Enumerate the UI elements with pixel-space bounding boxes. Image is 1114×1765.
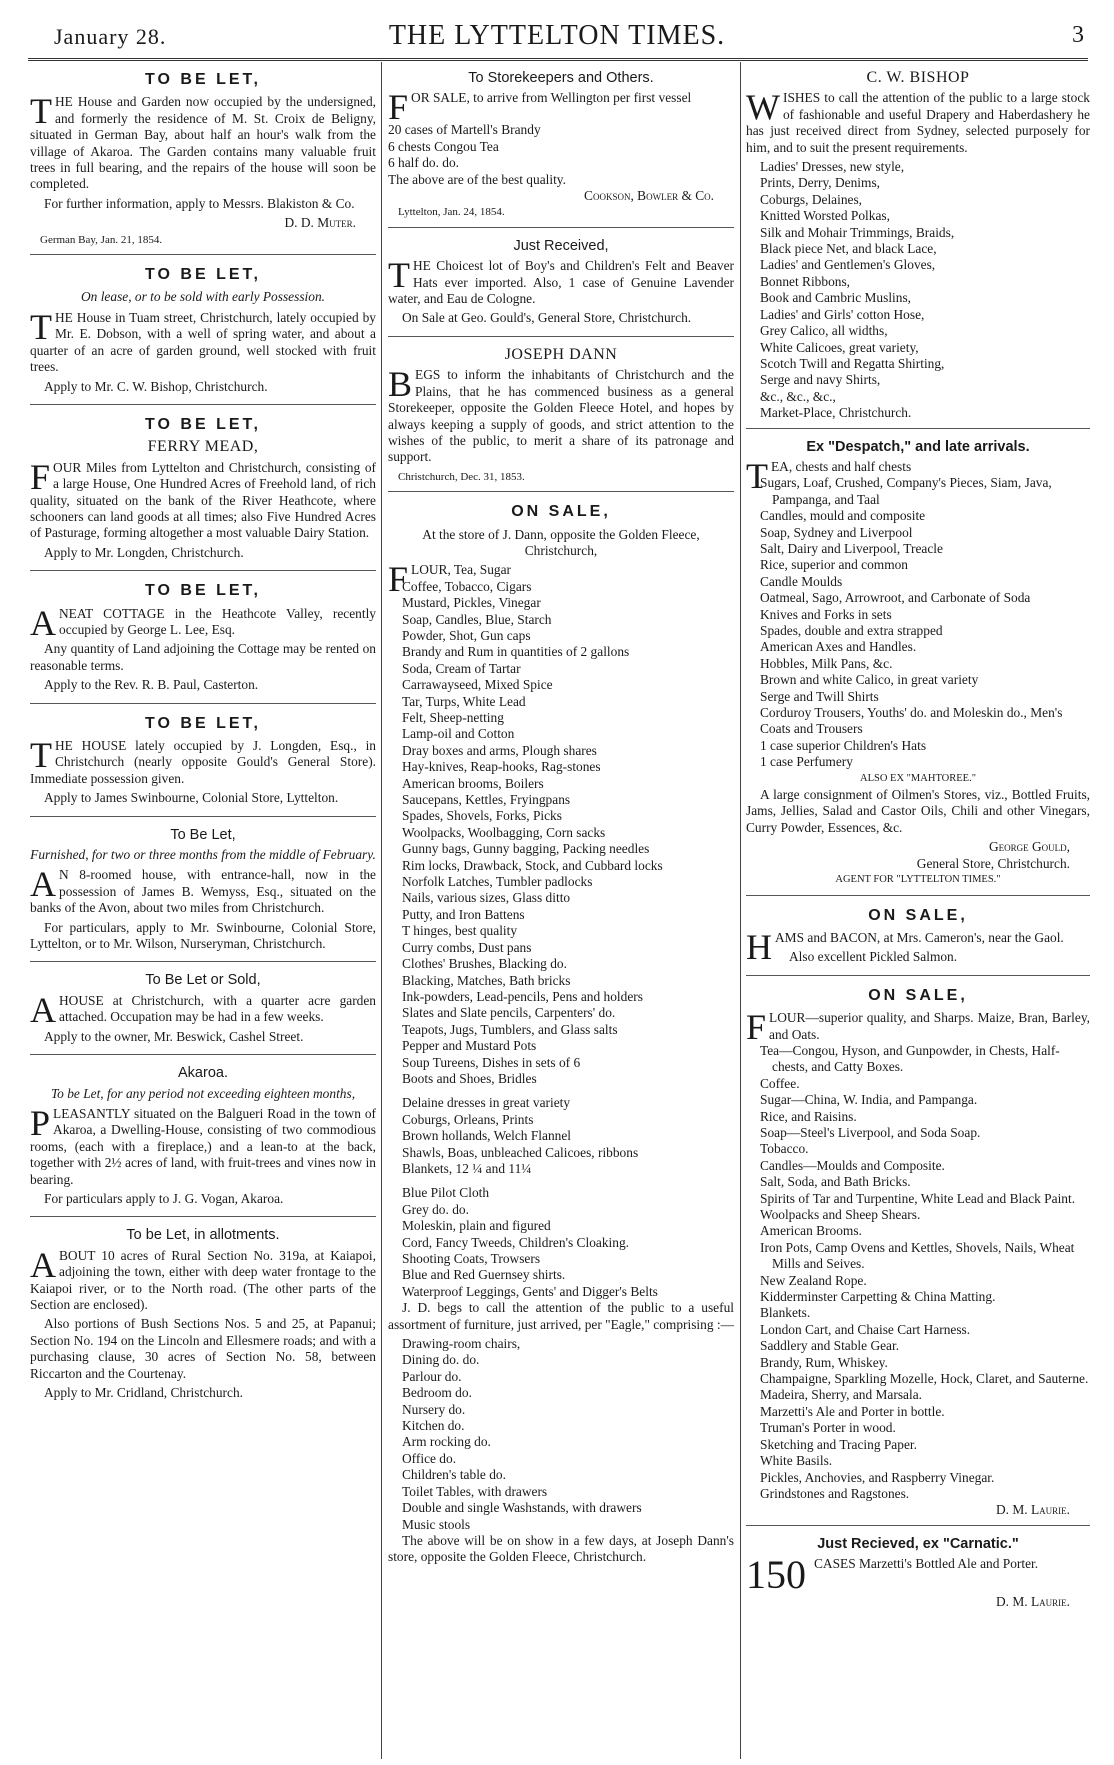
ad-apply: For further information, apply to Messrs. Blakiston & Co. [44,195,355,211]
list-item: Norfolk Latches, Tumbler padlocks [402,874,593,890]
list-item: American Axes and Handles. [760,639,917,655]
list-item: Children's table do. [402,1467,506,1483]
list-item: Office do. [402,1450,457,1466]
newspaper-title: THE LYTTELTON TIMES. [388,20,726,51]
ad-heading: Just Recieved, ex "Carnatic." [817,1535,1019,1552]
list-item: Sugar—China, W. India, and Pampanga. [760,1092,978,1108]
list-item: Powder, Shot, Gun caps [402,627,531,643]
ad-paragraph [30,1102,376,1188]
drop-cap: F [388,559,409,600]
list-item: Silk and Mohair Trimmings, Braids, [760,224,955,240]
list-item: Dining do. do. [402,1352,480,1368]
list-item: Shawls, Boas, unbleached Calicoes, ribbons [402,1144,639,1160]
ad-paragraph [30,456,376,542]
ad-apply: Apply to Mr. C. W. Bishop, Christchurch. [44,378,268,394]
ad-body: HOUSE at Christchurch, with a quarter acre garden attached. Occupation may be had in a few weeks. [59,992,376,1025]
ad-heading: TO BE LET, [145,714,261,732]
list-item: Toilet Tables, with drawers [402,1483,548,1499]
ad-intro: At the store of J. Dann, opposite the Golden Fleece, Christchurch, [422,526,700,558]
ad-hams [746,902,1090,976]
list-item: Candles—Moulds and Composite. [760,1157,945,1173]
list-item: Soap, Candles, Blue, Starch [402,611,552,627]
list-item: Prints, Derry, Denims, [760,175,881,191]
list-item: Woolpacks, Woolbagging, Corn sacks [402,824,606,840]
list-item: Cord, Fancy Tweeds, Children's Cloaking. [402,1234,629,1250]
oilmen-stores: A large consignment of Oilmen's Stores, viz., Bottled Fruits, Jams, Jellies, Salad and Castor Oils, Chili and other Vinegars, Curry Powder, Essences, &c. [746,787,1090,835]
list-item: Mustard, Pickles, Vinegar [402,595,541,611]
list-item: Coburgs, Orleans, Prints [402,1111,534,1127]
list-item: Slates and Slate pencils, Carpenters' do. [402,1005,616,1021]
list-item: Knitted Worsted Polkas, [760,208,890,224]
list-item: Blankets. [760,1305,811,1321]
list-item: Saucepans, Kettles, Fryingpans [402,792,571,808]
ad-apply: On Sale at Geo. Gould's, General Store, Christchurch. [402,310,692,326]
list-item: Coburgs, Delaines, [760,191,863,207]
ad-extra: Also excellent Pickled Salmon. [789,949,958,965]
list-item: Gunny bags, Gunny bagging, Packing needles [402,841,650,857]
ad-paragraph [30,1244,376,1314]
ad-body: HE Choicest lot of Boy's and Children's Felt and Beaver Hats ever imported. Also, 1 case of Genuine Lavender water, and Eau de Cologne. [388,258,734,307]
drop-cap: T [30,306,52,347]
list-item: New Zealand Rope. [760,1272,867,1288]
drop-cap: A [30,989,56,1030]
ad-heading: To Be Let or Sold, [145,972,261,989]
ad-to-let [30,411,376,571]
list-item: Tar, Turps, White Lead [402,693,526,709]
ad-paragraph [30,91,376,192]
ad-body: LEASANTLY situated on the Balgueri Road in the town of Akaroa, a Dwelling-House, consisting of two commodious rooms, (each with a fireplace,) and a lean-to at the back, together with 2½ acres of land, with fruit-trees and vines now in bearing. [30,1105,376,1187]
list-item: Grey do. do. [402,1201,469,1217]
ad-heading: TO BE LET, [145,266,261,284]
ad-paragraph [30,735,376,787]
ad-signature: Cookson, Bowler & Co. [584,188,714,204]
ad-to-let [30,710,376,817]
ad-subheading: FERRY MEAD, [147,438,259,456]
list-item: Book and Cambric Muslins, [760,290,912,306]
list-item: Saddlery and Stable Gear. [760,1338,900,1354]
list-item: Woolpacks and Sheep Shears. [760,1207,921,1222]
ad-body: OUR Miles from Lyttelton and Christchurch, consisting of a large House, One Hundred Acres of Freehold land, of rich quality, situated on the bank of the River Heathcote, where schooners can land goods at all times; also Five Hundred Acres of Pasturage, forming altogether a most valuable Dairy Station. [30,459,376,541]
drop-cap: P [30,1102,51,1143]
list-item: 1 case Perfumery [760,754,853,770]
ad-heading: Just Received, [513,237,609,254]
list-item: Rice, and Raisins. [760,1108,857,1124]
list-item: Double and single Washstands, with drawers [402,1500,642,1516]
list-item: American Brooms. [760,1223,862,1239]
list-item: Truman's Porter in wood. [760,1420,896,1436]
ad-heading: To be Let, in allotments. [126,1227,280,1244]
drop-cap: H [746,926,772,967]
list-item: Soup Tureens, Dishes in sets of 6 [402,1054,581,1070]
list-item: Sketching and Tracing Paper. [760,1436,917,1452]
drop-cap: A [30,602,56,643]
furniture-intro: J. D. begs to call the attention of the public to a useful assortment of furniture, just arrived, per "Eagle," comprising :— [388,1300,734,1332]
ad-body: HE House in Tuam street, Christchurch, lately occupied by Mr. E. Dobson, with a well of spring water, and about a quarter of an acre of garden ground, well stocked with fruit trees. [30,309,376,375]
list-item: White Basils. [760,1453,833,1469]
list-item: Scotch Twill and Regatta Shirting, [760,355,945,371]
drop-cap: F [746,1007,767,1048]
list-item: Nails, various sizes, Glass ditto [402,890,571,906]
list-item: Spirits of Tar and Turpentine, White Lead and Black Paint. [760,1190,1076,1206]
ad-signature: D. M. Laurie. [996,1502,1070,1518]
drop-cap: W [746,87,780,128]
also-ex: ALSO EX "MAHTOREE." [859,772,976,784]
ad-apply: Apply to James Swinbourne, Colonial Store, Lyttelton. [44,790,339,806]
list-item: Soap, Sydney and Liverpool [760,524,913,540]
list-item: Spades, double and extra strapped [760,623,943,638]
list-item: 20 cases of Martell's Brandy [388,122,541,138]
ad-body: EGS to inform the inhabitants of Christchurch and the Plains, that he has commenced business as a general Storekeeper, opposite the Golden Fleece Hotel, and hopes by always keeping a supply of goods, and strict attention to the wishes of the public, to merit a share of its patronage and support. [388,367,734,465]
list-item: Pepper and Mustard Pots [402,1038,537,1054]
list-item: Curry combs, Dust pans [402,939,532,955]
list-item: Putty, and Iron Battens [402,906,525,922]
list-item: Rice, superior and common [760,557,909,573]
list-item: Shooting Coats, Trowsers [402,1251,541,1266]
list-item: Corduroy Trousers, Youths' do. and Moleskin do., Men's [760,705,1063,721]
list-item: Blankets, 12 ¼ and 11¼ [402,1160,532,1176]
quantity-number: 150 [746,1552,806,1598]
ad-heading: TO BE LET, [145,71,261,88]
ad-heading: ON SALE, [868,906,968,924]
list-item: Knives and Forks in sets [760,606,892,622]
list-item: Drawing-room chairs, [402,1336,521,1352]
ad-to-let [30,1061,376,1217]
list-item: Soda, Cream of Tartar [402,660,521,676]
list-item: Candle Moulds [760,573,843,589]
ad-to-let [30,823,376,963]
list-item: Ink-powders, Lead-pencils, Pens and holders [402,988,643,1004]
ad-heading: ON SALE, [511,503,611,521]
list-item: Lamp-oil and Cotton [402,726,515,742]
list-first: LOUR, Tea, Sugar [411,562,512,578]
ad-body: OR SALE, to arrive from Wellington per first vessel [411,90,692,106]
list-item: Brown hollands, Welch Flannel [402,1128,572,1144]
ad-subtitle: On lease, or to be sold with early Possession. [81,289,325,305]
list-item: Marzetti's Ale and Porter in bottle. [760,1403,945,1419]
ad-to-let [30,577,376,703]
list-item: Brown and white Calico, in great variety [760,672,979,688]
ad-to-let [30,1223,376,1410]
ad-joseph-dann [388,343,734,492]
ad-signature: George Gould, [988,839,1070,855]
list-item: Dray boxes and arms, Plough shares [402,742,597,758]
drop-cap: A [30,864,56,905]
list-item: Coffee. [760,1075,800,1091]
list-item: Black piece Net, and black Lace, [760,241,937,257]
ad-paragraph [30,306,376,376]
ad-body: HE House and Garden now occupied by the undersigned, and formerly the residence of M. St. Croix de Beligny, situated in German Bay, about half an hour's walk from the village of Akaroa. The Garden contains many valuable fruit trees in full bearing, and the repairs of the house will soon be completed. [30,94,376,192]
ad-paragraph [30,864,376,916]
ad-on-sale-dann [388,498,734,1575]
list-item: Music stools [402,1516,471,1532]
ad-laurie [746,982,1090,1526]
ad-heading: C. W. BISHOP [866,69,970,86]
list-item: Delaine dresses in great variety [402,1095,571,1111]
list-item: Salt, Soda, and Bath Bricks. [760,1174,911,1190]
page-number: 3 [1072,22,1084,48]
list-item: Pickles, Anchovies, and Raspberry Vinegar. [760,1469,995,1485]
ad-carnatic [746,1532,1090,1617]
list-item: Coffee, Tobacco, Cigars [402,578,532,594]
drop-cap: F [388,87,409,128]
list-item: Hay-knives, Reap-hooks, Rag-stones [402,759,601,775]
ad-signature: D. M. Laurie. [996,1594,1070,1610]
list-item: Bedroom do. [402,1385,472,1401]
drop-cap: T [30,735,52,775]
list-item: Sugars, Loaf, Crushed, Company's Pieces, Siam, Java, Pampanga, and Taal [760,475,1052,507]
ad-heading: TO BE LET, [145,582,261,600]
list-item: Oatmeal, Sago, Arrowroot, and Carbonate of Soda [760,590,1031,606]
list-first: LOUR—superior quality, and Sharps. Maize, Bran, Barley, and Oats. [769,1010,1090,1042]
list-item: Blue Pilot Cloth [402,1185,490,1201]
list-item: Madeira, Sherry, and Marsala. [760,1387,922,1403]
ad-subtitle: To be Let, for any period not exceeding eighteen months, [50,1085,356,1101]
ad-just-received [388,234,734,337]
list-item: Boots and Shoes, Bridles [402,1070,537,1086]
list-item: Carrawayseed, Mixed Spice [402,677,553,693]
ad-signature: D. D. Muter. [284,215,356,231]
ad-body: N 8-roomed house, with entrance-hall, now in the possession of James B. Wemyss, Esq., situated on the banks of the Avon, about two miles from Christchurch. [30,867,376,916]
ad-apply: Apply to the Rev. R. B. Paul, Casterton. [44,677,259,693]
list-item: Ladies' Dresses, new style, [760,159,905,175]
list-item: T hinges, best quality [402,923,518,939]
list-item: 6 half do. do. [388,155,460,171]
list-item: Hobbles, Milk Pans, &c. [760,655,893,671]
list-item: White Calicoes, great variety, [760,339,919,355]
list-item: 6 chests Congou Tea [388,138,499,154]
ad-closing: The above will be on show in a few days, at Joseph Dann's store, opposite the Golden Fleece, Christchurch. [388,1532,734,1565]
list-item: Brandy, Rum, Whiskey. [760,1354,888,1370]
ad-bishop [746,66,1090,429]
list-item: Blacking, Matches, Bath bricks [402,972,571,988]
list-item: Tea—Congou, Hyson, and Gunpowder, in Chests, Half-chests, and Catty Boxes. [760,1042,1060,1075]
ad-storekeepers [388,66,734,228]
ad-to-let [30,968,376,1055]
ad-apply: Apply to the owner, Mr. Beswick, Cashel Street. [44,1028,304,1044]
ad-heading: ON SALE, [868,986,968,1004]
list-item: 1 case superior Children's Hats [760,737,927,753]
column-3 [746,66,1090,1757]
column-2 [388,66,734,1757]
list-item: Coats and Trousers [760,721,863,737]
list-item: Serge and Twill Shirts [760,688,879,704]
list-item: Kidderminster Carpetting & China Matting. [760,1289,996,1305]
ad-despatch [746,435,1090,896]
ad-heading: To Be Let, [170,826,236,843]
list-item: Grindstones and Ragstones. [760,1485,910,1501]
ad-heading: TO BE LET, [145,415,261,433]
list-item: Bonnet Ribbons, [760,273,851,289]
ad-body: AMS and BACON, at Mrs. Cameron's, near the Gaol. [775,929,1064,945]
list-item: Ladies' and Girls' cotton Hose, [760,306,925,322]
ad-apply: Apply to Mr. Cridland, Christchurch. [44,1385,243,1400]
agent-note: AGENT FOR "LYTTELTON TIMES." [835,874,1001,886]
list-item: &c., &c., &c., [760,388,836,404]
list-item: Serge and navy Shirts, [760,372,881,388]
ad-body: CASES Marzetti's Bottled Ale and Porter. [814,1556,1039,1572]
ad-to-let [30,261,376,405]
ad-apply: Apply to Mr. Longden, Christchurch. [44,544,244,560]
list-item: Tobacco. [760,1141,809,1157]
list-item: Waterproof Leggings, Gents' and Digger's Belts [402,1283,658,1299]
ad-apply: For particulars, apply to Mr. Swinbourne, Colonial Store, Lyttelton, or to Mr. Wilson, Nurseryman, Christchurch. [30,919,376,952]
list-item: Teapots, Jugs, Tumblers, and Glass salts [402,1021,618,1037]
list-item: Nursery do. [402,1401,466,1417]
ad-dateline: Lyttelton, Jan. 24, 1854. [398,206,505,219]
list-item: Candles, mould and composite [760,508,926,524]
list-item: The above are of the best quality. [388,171,566,187]
drop-cap: F [30,456,51,497]
drop-cap: A [30,1244,56,1285]
ad-body: NEAT COTTAGE in the Heathcote Valley, recently occupied by George L. Lee, Esq. [59,605,376,637]
column-divider [740,62,741,1759]
ad-to-let [30,66,376,255]
issue-date: January 28. [54,24,167,49]
drop-cap: T [388,255,410,296]
ad-extra: Also portions of Bush Sections Nos. 5 and 25, at Papanui; Section No. 194 on the Lincoln and Ellesmere roads; and with a purchasing clause, 30 acres of Section No. 58, between Riccarton and the Courtenay. [30,1316,376,1381]
column-divider [381,62,382,1759]
list-item: Rim locks, Drawback, Stock, and Cubbard locks [402,857,663,873]
list-item: Soap—Steel's Liverpool, and Soda Soap. [760,1124,981,1140]
list-item: Market-Place, Christchurch. [760,405,912,421]
ad-heading: JOSEPH DANN [504,345,618,363]
drop-cap: T [30,91,52,132]
ad-body: BOUT 10 acres of Rural Section No. 319a, at Kaiapoi, adjoining the town, either with deep water frontage to the Kaiapoi river, or to the North road. (The other parts of the Section are enclosed). [30,1247,376,1312]
list-item: Clothes' Brushes, Blacking do. [402,956,567,972]
list-item: Ladies' and Gentlemen's Gloves, [760,257,936,273]
list-item: Grey Calico, all widths, [760,323,888,339]
ad-heading: Akaroa. [178,1065,228,1082]
ad-apply: For particulars apply to J. G. Vogan, Akaroa. [44,1190,284,1206]
list-item: Iron Pots, Camp Ovens and Kettles, Shovels, Nails, Wheat Mills and Seives. [760,1239,1075,1272]
list-first: EA, chests and half chests [771,458,912,474]
masthead-rule [28,58,1088,61]
ad-body: HE HOUSE lately occupied by J. Longden, Esq., in Christchurch (nearly opposite Gould's General Store). Immediate possession given. [30,738,376,786]
ad-extra: Any quantity of Land adjoining the Cottage may be rented on reasonable terms. [30,641,376,673]
ad-heading: Ex "Despatch," and late arrivals. [806,438,1030,455]
list-item: Moleskin, plain and figured [402,1218,551,1234]
list-item: Salt, Dairy and Liverpool, Treacle [760,540,943,556]
drop-cap: B [388,364,413,405]
column-1 [30,66,376,1757]
list-item: American brooms, Boilers [402,775,544,791]
list-item: London Cart, and Chaise Cart Harness. [760,1321,971,1337]
list-item: Spades, Shovels, Forks, Picks [402,808,562,824]
list-item: Arm rocking do. [402,1434,491,1450]
masthead [24,18,1090,54]
ad-paragraph [30,989,376,1030]
ad-dateline: Christchurch, Dec. 31, 1853. [398,470,525,483]
list-item: Felt, Sheep-netting [402,710,504,725]
list-item: Champaigne, Sparkling Mozelle, Hock, Claret, and Sauterne. [760,1371,1089,1387]
list-item: Parlour do. [402,1368,462,1384]
ad-signature-line2: General Store, Christchurch. [916,855,1070,871]
list-item: Blue and Red Guernsey shirts. [402,1267,566,1283]
list-item: Kitchen do. [402,1418,465,1434]
ad-paragraph [30,602,376,643]
drop-cap: T [746,455,768,496]
list-item: Brandy and Rum in quantities of 2 gallons [402,644,630,660]
ad-dateline: German Bay, Jan. 21, 1854. [40,233,163,246]
ad-body: ISHES to call the attention of the public to a large stock of fashionable and useful Drapery and Haberdashery he has just received direct from Sydney, selected purposely for him, and to suit the present requirements. [746,90,1090,155]
ad-heading: To Storekeepers and Others. [468,70,654,86]
ad-subtitle: Furnished, for two or three months from the middle of February. [30,847,376,863]
